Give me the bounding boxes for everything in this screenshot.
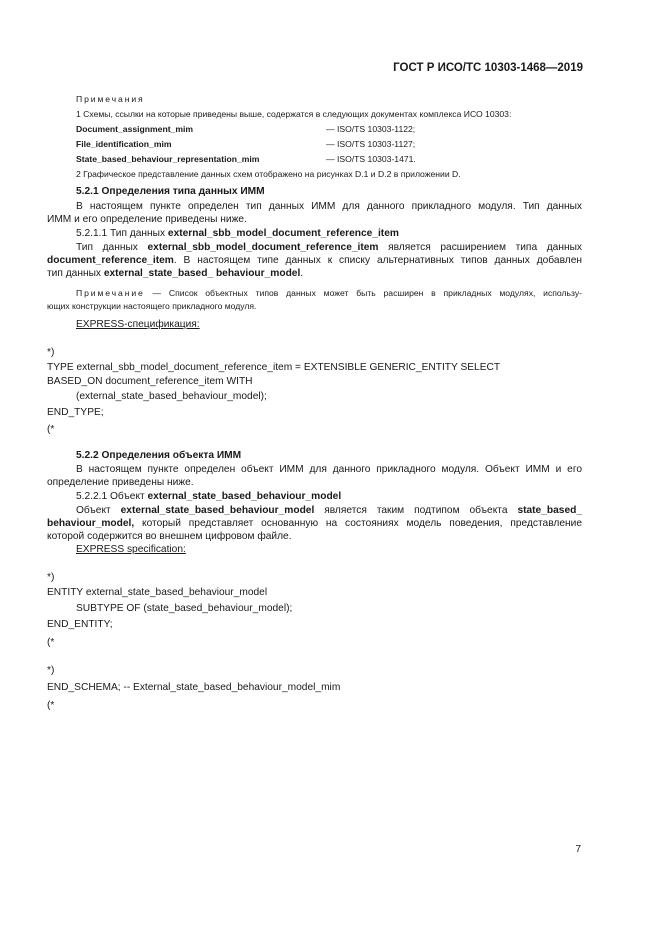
code-line: ENTITY external_state_based_behaviour_model (47, 587, 268, 598)
type-note-line: Примечание — Список объектных типов данных может быть расширен в прикладных модулях, использу- (76, 288, 582, 298)
ref-name: State_based_behaviour_representation_mim (76, 154, 260, 164)
note-2: 2 Графическое представление данных схем отображено на рисунках D.1 и D.2 в приложении D. (76, 169, 461, 179)
code-line: TYPE external_sbb_model_document_reference_item = EXTENSIBLE GENERIC_ENTITY SELECT (47, 362, 501, 373)
type-note-line: ющих конструкции настоящего прикладного модуля. (47, 301, 257, 311)
type-definition-line: Тип данных external_sbb_model_document_reference_item является расширением типа данных (76, 242, 583, 253)
page-number: 7 (575, 844, 581, 855)
code-line: END_ENTITY; (47, 619, 113, 630)
ref-name: File_identification_mim (76, 139, 172, 149)
code-line: END_SCHEMA; -- External_state_based_behaviour_model_mim (47, 682, 341, 693)
entity-definition-line: Объект external_state_based_behaviour_model является таким подтипом объекта state_based_ (76, 505, 582, 516)
section-5-2-2-heading: 5.2.2 Определения объекта ИММ (76, 450, 242, 461)
section-5-2-1-paragraph-line: ИММ и его определение приведены ниже. (47, 214, 247, 225)
section-5-2-1-paragraph-line: В настоящем пункте определен тип данных ИММ для данного прикладного модуля. Тип данных (76, 201, 582, 212)
ref-name: Document_assignment_mim (76, 124, 194, 134)
code-line: END_TYPE; (47, 407, 104, 418)
code-line: (* (47, 700, 55, 711)
code-line: (external_state_based_behaviour_model); (76, 391, 267, 402)
type-definition-line: document_reference_item. В настоящем типе данных к списку альтернативных типов данных добавлен (47, 255, 582, 266)
notes-title: Примечания (76, 94, 145, 104)
entity-definition-line: behaviour_model, который представляет основанную на состояниях модель поведения, представление (47, 518, 582, 529)
type-definition-line: тип данных external_state_based_ behaviour_model. (47, 268, 304, 279)
note-1-intro: 1 Схемы, ссылки на которые приведены выше, содержатся в следующих документах комплекса ИСО 10303: (76, 109, 512, 119)
express-spec-label: EXPRESS specification: (76, 544, 186, 555)
code-line: (* (47, 424, 55, 435)
code-line: BASED_ON document_reference_item WITH (47, 376, 253, 387)
code-line: SUBTYPE OF (state_based_behaviour_model); (76, 603, 293, 614)
section-5-2-2-paragraph-line: определение приведены ниже. (47, 477, 194, 488)
document-code-header: ГОСТ Р ИСО/ТС 10303-1468—2019 (393, 62, 583, 74)
ref-doc: — ISO/TS 10303-1122; (326, 124, 416, 134)
subsection-5-2-2-1-title: 5.2.2.1 Объект external_state_based_behaviour_model (76, 491, 342, 502)
code-line: *) (47, 572, 55, 583)
subsection-5-2-1-1-title: 5.2.1.1 Тип данных external_sbb_model_document_reference_item (76, 228, 399, 239)
ref-doc: — ISO/TS 10303-1471. (326, 154, 416, 164)
entity-definition-line: которой содержится во внешнем цифровом файле. (47, 531, 292, 542)
ref-doc: — ISO/TS 10303-1127; (326, 139, 416, 149)
code-line: *) (47, 665, 55, 676)
section-5-2-2-paragraph-line: В настоящем пункте определен объект ИММ для данного прикладного модуля. Объект ИММ и его (76, 464, 582, 475)
code-line: (* (47, 637, 55, 648)
code-line: *) (47, 347, 55, 358)
express-spec-label: EXPRESS-спецификация: (76, 319, 200, 330)
section-5-2-1-heading: 5.2.1 Определения типа данных ИММ (76, 186, 265, 197)
